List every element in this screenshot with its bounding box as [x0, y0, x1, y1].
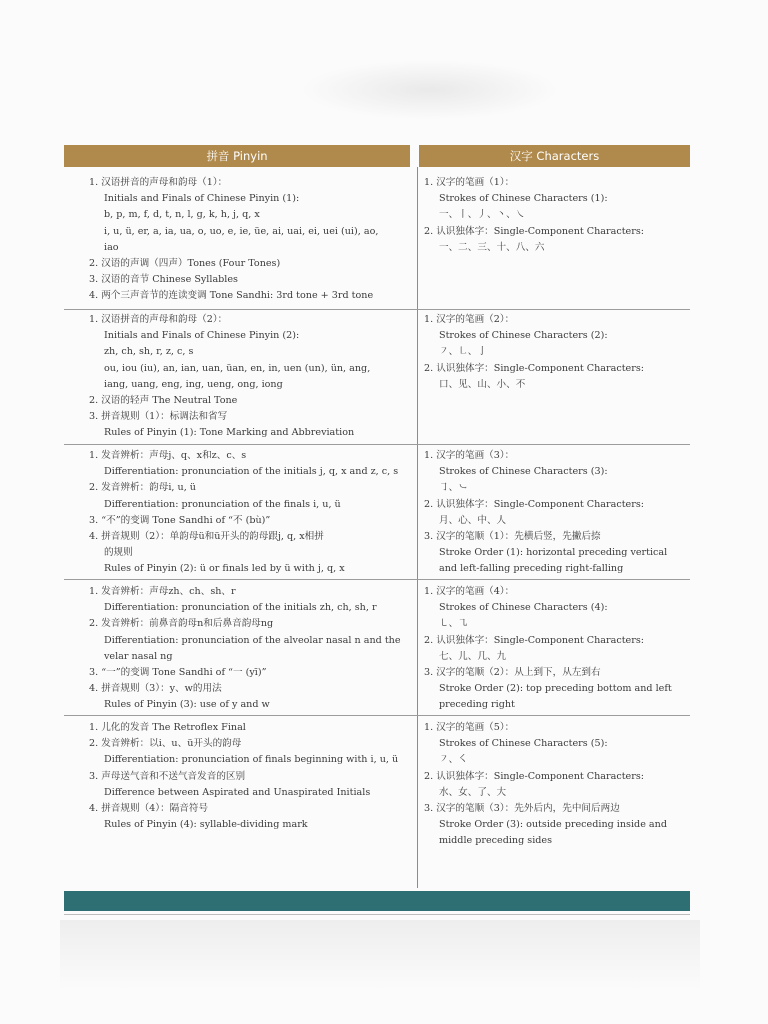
- cell-item-heading: 1. 汉字的笔画（4）：: [424, 586, 515, 597]
- cell-item-heading: 2. 汉语的声调（四声）Tones (Four Tones): [89, 258, 281, 270]
- characters-header-label: 汉字 Characters: [509, 149, 600, 163]
- row-5-characters-cell: [424, 720, 686, 850]
- cell-text-line: 月、心、中、人: [439, 514, 507, 526]
- cell-text-line: Difference between Aspirated and Unaspirated Initials: [104, 786, 371, 798]
- cell-item-heading: 1. 汉语拼音的声母和韵母（2）：: [89, 314, 228, 325]
- cell-text-line: Differentiation: pronunciation of the initials j, q, x and z, c, s: [104, 466, 399, 478]
- pinyin-header-label: 拼音 Pinyin: [206, 149, 268, 163]
- cell-item-heading: 2. 发音辨析：韵母i, u, ü: [89, 482, 196, 494]
- cell-text-line: and left-falling preceding right-falling: [439, 563, 624, 575]
- cell-text-line: Stroke Order (2): top preceding bottom and left: [439, 683, 672, 695]
- cell-item-heading: 3. 声母送气音和不送气音发音的区别: [89, 770, 246, 782]
- cell-item-heading: 3. 拼音规则（1）：标调法和省写: [89, 411, 228, 423]
- cell-item-heading: 1. 发音辨析：声母zh、ch、sh、r: [89, 586, 236, 597]
- cell-text-line: 的规则: [104, 547, 133, 559]
- cell-text-line: velar nasal ng: [104, 650, 173, 662]
- cell-item-heading: 4. 两个三声音节的连读变调 Tone Sandhi: 3rd tone + 3rd tone: [89, 290, 374, 302]
- row-4-pinyin-cell: [89, 584, 414, 714]
- row-1-pinyin-cell: [89, 175, 414, 305]
- cell-item-heading: 3. 汉字的笔顺（2）：从上到下，从左到右: [424, 667, 601, 679]
- cell-item-heading: 3. “不”的变调 Tone Sandhi of “不 (bù)”: [89, 514, 271, 526]
- cell-item-heading: 2. 发音辨析：前鼻音韵母n和后鼻音韵母ng: [89, 618, 274, 630]
- cell-item-heading: 3. 汉语的音节 Chinese Syllables: [89, 274, 238, 286]
- cell-text-line: Strokes of Chinese Characters (3):: [439, 466, 608, 478]
- cell-text-line: 水、女、了、大: [439, 786, 507, 798]
- cell-item-heading: 2. 认识独体字：Single-Component Characters:: [424, 634, 644, 646]
- cell-text-line: middle preceding sides: [439, 835, 553, 847]
- cell-text-line: Strokes of Chinese Characters (1):: [439, 193, 608, 205]
- cell-text-line: Rules of Pinyin (4): syllable-dividing mark: [104, 819, 308, 831]
- cell-text-line: Strokes of Chinese Characters (4):: [439, 602, 608, 614]
- footer-teal-bar: [64, 891, 690, 911]
- pinyin-column-header: [64, 145, 410, 167]
- cell-item-heading: 1. 汉字的笔画（1）：: [424, 177, 515, 188]
- cell-text-line: 七、儿、几、九: [439, 650, 507, 662]
- cell-item-heading: 1. 汉字的笔画（3）：: [424, 450, 515, 461]
- scan-smudge-top: [300, 60, 560, 120]
- cell-text-line: Strokes of Chinese Characters (5):: [439, 738, 608, 750]
- row-4-characters-cell: [424, 584, 686, 714]
- cell-text-line: ou, iou (iu), an, ian, uan, üan, en, in, uen (un), ün, ang,: [104, 362, 371, 374]
- column-divider: [417, 167, 418, 888]
- cell-text-line: 口、见、山、小、不: [439, 378, 526, 390]
- row-divider: [64, 715, 690, 716]
- cell-text-line: iang, uang, eng, ing, ueng, ong, iong: [104, 378, 283, 390]
- cell-text-line: i, u, ü, er, a, ia, ua, o, uo, e, ie, üe, ai, uai, ei, uei (ui), ao,: [104, 225, 379, 237]
- cell-text-line: 一、丨、丿、丶、㇏: [439, 209, 526, 221]
- cell-item-heading: 2. 认识独体字：Single-Component Characters:: [424, 498, 644, 510]
- cell-item-heading: 2. 汉语的轻声 The Neutral Tone: [89, 395, 238, 407]
- cell-text-line: ㇇、㇛: [439, 754, 468, 766]
- cell-item-heading: 1. 发音辨析：声母j、q、x和z、c、s: [89, 450, 247, 461]
- cell-text-line: Differentiation: pronunciation of the finals i, u, ü: [104, 498, 341, 510]
- cell-item-heading: 3. 汉字的笔顺（3）：先外后内，先中间后两边: [424, 803, 620, 815]
- row-2-pinyin-cell: [89, 312, 414, 442]
- cell-text-line: ㇇、㇗、亅: [439, 346, 487, 358]
- cell-text-line: Initials and Finals of Chinese Pinyin (2):: [104, 330, 300, 342]
- cell-item-heading: 1. 汉字的笔画（2）：: [424, 314, 515, 325]
- cell-text-line: Strokes of Chinese Characters (2):: [439, 330, 608, 342]
- characters-column-header: [419, 145, 690, 167]
- cell-text-line: Rules of Pinyin (2): ü or finals led by ü with j, q, x: [104, 563, 345, 575]
- cell-text-line: Rules of Pinyin (3): use of y and w: [104, 699, 270, 711]
- cell-text-line: ㇄、㇈: [439, 618, 468, 630]
- cell-text-line: iao: [104, 241, 119, 253]
- row-5-pinyin-cell: [89, 720, 414, 833]
- cell-item-heading: 4. 拼音规则（2）：单韵母ü和ü开头的韵母跟j, q, x相拼: [89, 531, 324, 543]
- cell-text-line: b, p, m, f, d, t, n, l, g, k, h, j, q, x: [104, 209, 260, 221]
- row-1-characters-cell: [424, 175, 686, 256]
- cell-item-heading: 3. “一”的变调 Tone Sandhi of “一 (yī)”: [89, 667, 267, 679]
- scan-smudge-bottom: [60, 920, 700, 990]
- cell-text-line: 一、二、三、十、八、六: [439, 241, 545, 253]
- footer-rule: [64, 914, 690, 915]
- cell-item-heading: 2. 认识独体字：Single-Component Characters:: [424, 225, 644, 237]
- cell-item-heading: 1. 汉字的笔画（5）：: [424, 722, 515, 733]
- cell-item-heading: 3. 汉字的笔顺（1）：先横后竖，先撇后捺: [424, 531, 601, 543]
- cell-text-line: Differentiation: pronunciation of the alveolar nasal n and the: [104, 634, 401, 646]
- cell-item-heading: 2. 认识独体字：Single-Component Characters:: [424, 770, 644, 782]
- cell-text-line: Initials and Finals of Chinese Pinyin (1):: [104, 193, 300, 205]
- cell-text-line: preceding right: [439, 699, 515, 711]
- cell-text-line: Stroke Order (3): outside preceding inside and: [439, 819, 667, 831]
- row-divider: [64, 579, 690, 580]
- cell-item-heading: 4. 拼音规则（3）：y、w的用法: [89, 683, 222, 695]
- cell-item-heading: 1. 儿化的发音 The Retroflex Final: [89, 722, 246, 733]
- syllabus-table: [64, 145, 690, 888]
- cell-item-heading: 2. 认识独体字：Single-Component Characters:: [424, 362, 644, 374]
- row-2-characters-cell: [424, 312, 686, 393]
- cell-text-line: Rules of Pinyin (1): Tone Marking and Abbreviation: [104, 427, 355, 439]
- row-divider: [64, 309, 690, 310]
- cell-text-line: zh, ch, sh, r, z, c, s: [104, 346, 194, 358]
- cell-text-line: Differentiation: pronunciation of finals beginning with i, u, ü: [104, 754, 399, 766]
- row-3-characters-cell: [424, 448, 686, 578]
- cell-text-line: Stroke Order (1): horizontal preceding vertical: [439, 547, 668, 559]
- cell-item-heading: 1. 汉语拼音的声母和韵母（1）：: [89, 177, 228, 188]
- row-3-pinyin-cell: [89, 448, 414, 578]
- cell-text-line: ㇆、㇃: [439, 482, 468, 494]
- cell-item-heading: 4. 拼音规则（4）：隔音符号: [89, 803, 209, 815]
- cell-item-heading: 2. 发音辨析：以i、u、ü开头的韵母: [89, 738, 242, 750]
- cell-text-line: Differentiation: pronunciation of the initials zh, ch, sh, r: [104, 602, 377, 614]
- row-divider: [64, 444, 690, 445]
